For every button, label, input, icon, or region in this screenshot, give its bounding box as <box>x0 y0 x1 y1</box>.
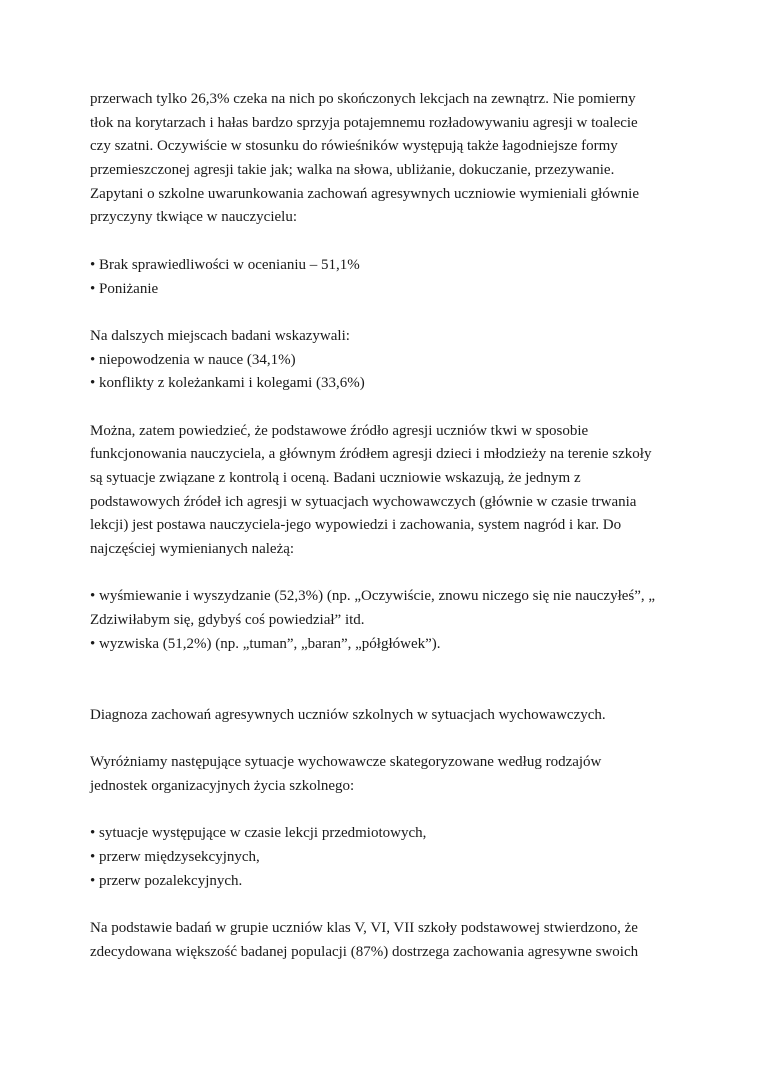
list-item: • niepowodzenia w nauce (34,1%) <box>90 351 296 368</box>
list-item: • wyzwiska (51,2%) (np. „tuman”, „baran”, „półgłówek”). <box>90 635 441 652</box>
spacer <box>90 799 680 823</box>
section-heading: Diagnoza zachowań agresywnych uczniów szkolnych w sytuacjach wychowawczych. <box>90 706 606 723</box>
paragraph-teacher-source <box>90 420 680 562</box>
list-item: • Brak sprawiedliwości w ocenianiu – 51,1% <box>90 256 360 273</box>
text-line: przyczyny tkwiące w nauczycielu: <box>90 209 297 226</box>
text-line: czy szatni. Oczywiście w stosunku do rówieśników występują także łagodniejsze formy <box>90 138 618 155</box>
paragraph-aggression-causes <box>90 88 680 230</box>
text-line: Można, zatem powiedzieć, że podstawowe źródło agresji uczniów tkwi w sposobie <box>90 422 589 439</box>
list-item: • przerw międzysekcyjnych, <box>90 849 260 866</box>
text-line: przemieszczonej agresji takie jak; walka na słowa, ubliżanie, dokuczanie, przezywanie. <box>90 162 615 179</box>
spacer <box>90 657 680 704</box>
teacher-causes-list <box>90 254 680 301</box>
list-item-continuation: Zdziwiłabym się, gdybyś coś powiedział” itd. <box>90 612 365 629</box>
list-item: • Poniżanie <box>90 280 159 297</box>
teacher-behaviors-list <box>90 585 680 656</box>
text-line: podstawowych źródeł ich agresji w sytuacjach wychowawczych (głównie w czasie trwania <box>90 493 637 510</box>
spacer <box>90 562 680 586</box>
situations-list <box>90 822 680 893</box>
text-line: przerwach tylko 26,3% czeka na nich po skończonych lekcjach na zewnątrz. Nie pomierny <box>90 91 636 107</box>
document-page <box>90 88 680 964</box>
list-item: • wyśmiewanie i wyszydzanie (52,3%) (np. „Oczywiście, znowu niczego się nie nauczyłeś”, „ <box>90 588 656 605</box>
spacer <box>90 728 680 752</box>
text-line: zdecydowana większość badanej populacji (87%) dostrzega zachowania agresywne swoich <box>90 943 639 960</box>
spacer <box>90 893 680 917</box>
text-line: lekcji) jest postawa nauczyciela-jego wypowiedzi i zachowania, system nagród i kar. Do <box>90 517 622 534</box>
spacer <box>90 396 680 420</box>
text-line: Wyróżniamy następujące sytuacje wychowawcze skategoryzowane według rodzajów <box>90 754 602 771</box>
further-causes <box>90 325 680 396</box>
paragraph-situations <box>90 751 680 798</box>
text-line: Na dalszych miejscach badani wskazywali: <box>90 327 350 344</box>
text-line: najczęściej wymienianych należą: <box>90 541 295 558</box>
spacer <box>90 301 680 325</box>
text-line: funkcjonowania nauczyciela, a głównym źródłem agresji dzieci i młodzieży na terenie szkoły <box>90 446 652 463</box>
text-line: Zapytani o szkolne uwarunkowania zachowań agresywnych uczniowie wymieniali głównie <box>90 185 639 202</box>
text-line: są sytuacje związane z kontrolą i oceną. Badani uczniowie wskazują, że jednym z <box>90 470 581 486</box>
list-item: • sytuacje występujące w czasie lekcji przedmiotowych, <box>90 825 427 842</box>
list-item: • przerw pozalekcyjnych. <box>90 872 243 889</box>
text-line: Na podstawie badań w grupie uczniów klas V, VI, VII szkoły podstawowej stwierdzono, że <box>90 920 638 937</box>
paragraph-research-results <box>90 917 680 964</box>
list-item: • konflikty z koleżankami i kolegami (33,6%) <box>90 375 365 392</box>
text-line: jednostek organizacyjnych życia szkolnego: <box>90 777 355 794</box>
text-line: tłok na korytarzach i hałas bardzo sprzyja potajemnemu rozładowywaniu agresji w toalecie <box>90 114 638 131</box>
spacer <box>90 230 680 254</box>
